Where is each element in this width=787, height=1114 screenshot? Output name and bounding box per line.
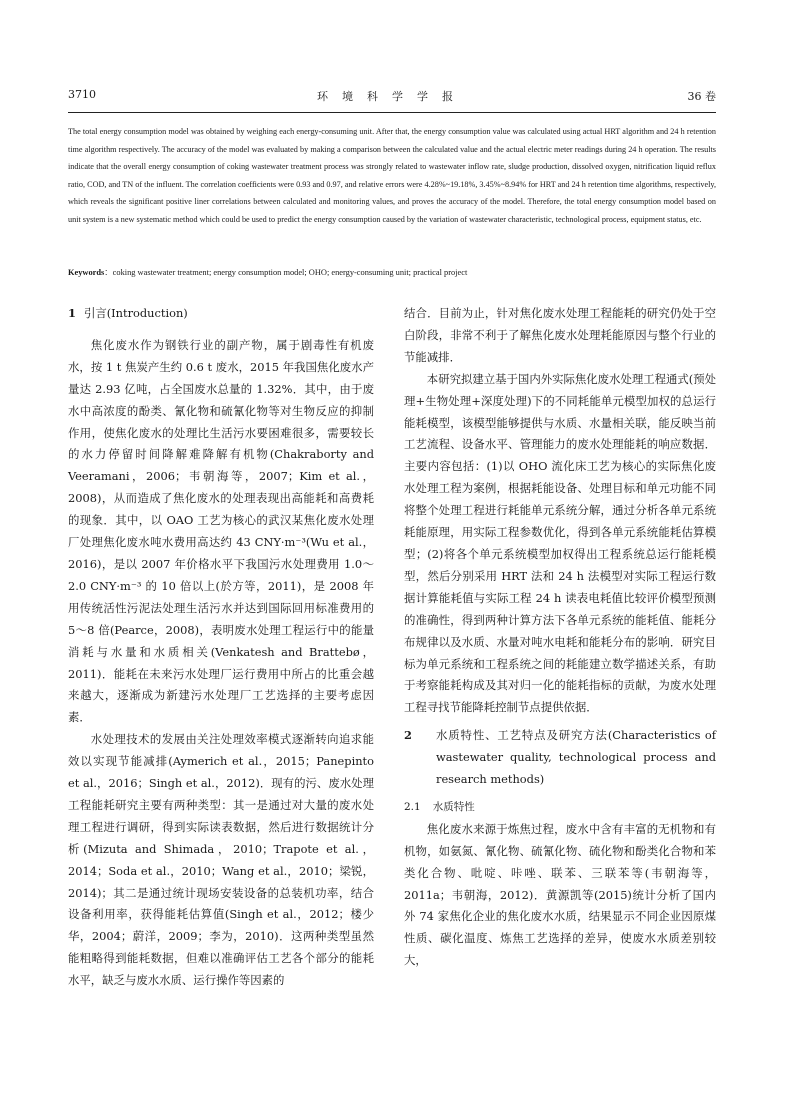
section-2-number: 2 — [404, 728, 412, 743]
keywords-text: ：coking wastewater treatment; energy consumption model; OHO; energy-consuming unit; practical project — [104, 268, 468, 277]
section-1-number: 1 — [68, 306, 76, 320]
section-1-heading — [68, 303, 374, 325]
right-column — [404, 303, 716, 972]
section-2-title: 水质特性、工艺特点及研究方法(Characteristics of wastewater quality, technological process and research methods) — [436, 728, 716, 787]
running-header — [68, 88, 716, 106]
intro-paragraph-2: 水处理技术的发展由关注处理效率模式逐渐转向追求能效以实现节能减排(Aymerich et al.，2015；Panepinto et al.，2016；Singh et al.，2012)．现有的污、废水处理工程能耗研究主要有两种类型：其一是通过对大量的废水处理工程进行调研，得到实际读表数据，然后进行数据统计分析(Mizuta and Shimada，2010；Trapote et al.，2014；Soda et al.，2010；Wang et al.，2010；梁锐，2014)；其二是通过统计现场安装设备的总装机功率，结合设备利用率，获得能耗估算值(Singh et al.，2012；楼少华，2004；蔚洋，2009；李为，2010)．这两种类型虽然能粗略得到能耗数据，但难以准确评估工艺各个部分的能耗水平，缺乏与废水水质、运行操作等因素的 — [68, 732, 374, 988]
intro-paragraph-1: 焦化废水作为钢铁行业的副产物，属于剧毒性有机废水，按 1 t 焦炭产生约 0.6 t 废水，2015 年我国焦化废水产量达 2.93 亿吨，占全国废水总量的 1.32%．其中，由于废水中高浓度的酚类、氰化物和硫氰化物等对生物反应的抑制作用，使焦化废水的处理比生活污水要困难很多，需要较长的水力停留时间降解难降解有机物(Chakraborty and Veeramani，2006；韦朝海等，2007；Kim et al.，2008)，从而造成了焦化废水的处理表现出高能耗和高费耗的现象．其中，以 OAO 工艺为核心的武汉某焦化废水处理厂处理焦化废水吨水费用高达约 43 CNY·m⁻³(Wu et al.，2016)，是以 2007 年价格水平下我国污水处理费用 1.0～2.0 CNY·m⁻³ 的 10 倍以上(於方等，2011)，是 2008 年用传统活性污泥法处理生活污水并达到国际回用标准费用的 5～8 倍(Pearce，2008)，表明废水处理工程运行中的能量消耗与水量和水质相关(Venkatesh and Brattebø，2011)．能耗在未来污水处理厂运行费用中所占的比重会越来越大，逐渐成为新建污水处理厂工艺选择的主要考虑因素． — [68, 337, 374, 725]
subsection-2-1-heading — [404, 797, 716, 819]
intro-paragraph-continuation: 结合．目前为止，针对焦化废水处理工程能耗的研究仍处于空白阶段，非常不利于了解焦化废水处理耗能原因与整个行业的节能减排． — [404, 306, 716, 364]
subsection-title: 水质特性 — [432, 800, 475, 813]
section-2-heading — [404, 725, 716, 791]
subsection-number: 2.1 — [404, 800, 421, 813]
volume-label: 36 卷 — [687, 90, 716, 103]
keywords — [68, 266, 716, 280]
intro-paragraph-3: 本研究拟建立基于国内外实际焦化废水处理工程通式(预处理+生物处理+深度处理)下的不同耗能单元模型加权的总运行能耗模型，该模型能够提供与水质、水量相关联，能反映当前工艺流程、设备水平、管理能力的废水处理能耗的响应数据．主要内容包括：(1)以 OHO 流化床工艺为核心的实际焦化废水处理工程为案例，根据耗能设备、处理目标和单元功能不同将整个处理工程进行耗能单元系统分解，通过分析各单元系统耗能原理，用实际工程参数优化，得到各单元系统能耗估算模型；(2)将各个单元系统模型加权得出工程系统总运行能耗模型，然后分别采用 HRT 法和 24 h 法模型对实际工程运行数据计算能耗值与实际工程 24 h 读表电耗值比较评价模型预测的准确性，得到两种计算方法下各单元系统的能耗值、能耗分布规律以及水质、水量对吨水电耗和能耗分布的影响．研究目标为单元系统和工程系统之间的耗能建立数学描述关系，有助于考察能耗构成及其对归一化的能耗指标的贡献，为废水处理工程寻找节能降耗控制节点提供依据． — [404, 371, 717, 715]
water-quality-paragraph: 焦化废水来源于炼焦过程，废水中含有丰富的无机物和有机物，如氨氮、氰化物、硫氰化物、硫化物和酚类化合物和苯类化合物、吡啶、咔唑、联苯、三联苯等(韦朝海等，2011a；韦朝海，2012)．黄源凯等(2015)统计分析了国内外 74 家焦化企业的焦化废水水质，结果显示不同企业因原煤性质、碳化温度、炼焦工艺选择的差异，使废水水质差别较大， — [404, 821, 716, 968]
left-column — [68, 303, 374, 992]
page-number: 3710 — [68, 88, 96, 101]
section-1-title: 引言(Introduction) — [83, 306, 188, 320]
keywords-label: Keywords — [68, 268, 105, 277]
journal-title: 环境科学学报 — [317, 90, 467, 103]
header-rule — [68, 112, 716, 113]
abstract-text: The total energy consumption model was obtained by weighing each energy-consuming unit. After that, the energy consumption value was calculated using actual HRT algorithm and 24 h retention time algorithm respectively. The accuracy of the model was evaluated by making a comparison between the calculated value and the actual electric meter readings during 24 h operation. The results indicate that the overall energy consumption of coking wastewater treatment process was strongly related to wastewater inflow rate, sludge production, dissolved oxygen, nitrification liquid reflux ratio, COD, and TN of the influent. The correlation coefficients were 0.93 and 0.97, and relative errors were 4.28%~19.18%, 3.45%~8.94% for HRT and 24 h retention time algorithms, respectively, which reveals the significant positive liner correlations between calculated and monitoring values, and proves the accuracy of the model. Therefore, the total energy consumption model based on unit system is a new systematic method which could be used to predict the energy consumption caused by the variation of wastewater characteristic, technological process, equipment status, etc. — [68, 127, 716, 224]
